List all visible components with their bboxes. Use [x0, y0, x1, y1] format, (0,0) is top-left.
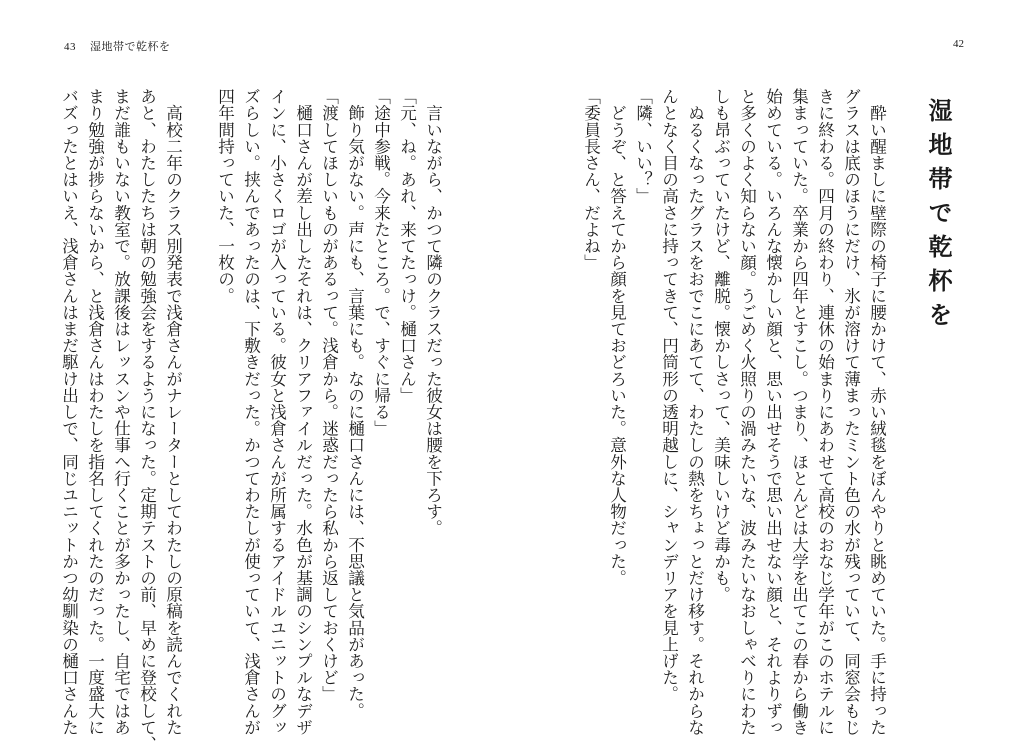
- text-line: 集まっていた。卒業から四年とすこし。つまり、ほとんどは大学を出てこの春から働き: [789, 88, 809, 736]
- running-title: 湿地帯で乾杯を: [90, 40, 171, 53]
- text-line: まだ誰もいない教室で。放課後はレッスンや仕事へ行くことが多かったし、自宅ではあ: [111, 88, 131, 736]
- text-line: 四年間持っていた、一枚の。: [215, 88, 235, 304]
- text-line: ズらしい。挟んであったのは、下敷きだった。かつてわたしが使っていて、浅倉さんが: [241, 88, 261, 736]
- text-line: ぬるくなったグラスをおでこにあてて、わたしの熱をちょっとだけ移す。それからな: [685, 88, 705, 736]
- text-line: しも昂ぶっていたけど、離脱。懐かしさって、美味しいけど毒かも。: [711, 88, 731, 603]
- text-line: きに終わる。四月の終わり、連休の始まりにあわせて高校のおなじ学年がこのホテルに: [815, 88, 835, 736]
- text-line: んとなく目の高さに持ってきて、円筒形の透明越しに、シャンデリアを見上げた。: [659, 88, 679, 703]
- text-line: 言いながら、かつて隣のクラスだった彼女は腰を下ろす。: [423, 88, 443, 537]
- left-page-number: 43: [64, 41, 76, 53]
- text-line: 「途中参戦。今来たところ。で、すぐに帰る」: [371, 88, 391, 437]
- text-line: 酔い醒ましに壁際の椅子に腰かけて、赤い絨毯をぼんやりと眺めていた。手に持った: [867, 88, 887, 736]
- text-line: グラスは底のほうにだけ、氷が溶けて薄まったミント色の水が残っていて、同窓会もじ: [841, 88, 861, 736]
- right-page-number: 42: [953, 38, 964, 50]
- text-line: まり勉強が捗らないから、と浅倉さんはわたしを指名してくれたのだった。一度盛大に: [85, 88, 105, 736]
- text-line: 「元、ね。あれ、来てたっけ。樋口さん」: [397, 88, 417, 404]
- text-line: インに、小さくロゴが入っている。彼女と浅倉さんが所属するアイドルユニットのグッ: [267, 88, 287, 736]
- text-line: 樋口さんが差し出したそれは、クリアファイルだった。水色が基調のシンプルなデザ: [293, 88, 313, 736]
- text-line: 高校二年のクラス別発表で浅倉さんがナレーターとしてわたしの原稿を読んでくれた: [163, 88, 183, 736]
- text-line: 「委員長さん、だよね」: [581, 88, 601, 271]
- text-line: 飾り気がない。声にも、言葉にも。なのに樋口さんには、不思議と気品があった。: [345, 88, 365, 719]
- chapter-title: 湿地帯で乾杯を: [924, 98, 953, 336]
- text-line: あと、わたしたちは朝の勉強会をするようになった。定期テストの前、早めに登校して、: [137, 88, 157, 752]
- left-running-head: [64, 38, 171, 54]
- text-line: 「隣、いい？」: [633, 88, 653, 205]
- text-line: どうぞ、と答えてから顔を見ておどろいた。意外な人物だった。: [607, 88, 627, 586]
- text-line: と多くのよく知らない顔。うごめく火照りの渦みたいな、波みたいなおしゃべりにわた: [737, 88, 757, 736]
- text-line: 「渡してほしいものがあるって。浅倉から。迷惑だったら私から返しておくけど」: [319, 88, 339, 703]
- text-line: バズったとはいえ、浅倉さんはまだ駆け出しで、同じユニットかつ幼馴染の樋口さんた: [59, 88, 79, 736]
- text-line: 始めている。いろんな懐かしい顔と、思い出せそうで思い出せない顔と、それよりずっ: [763, 88, 783, 736]
